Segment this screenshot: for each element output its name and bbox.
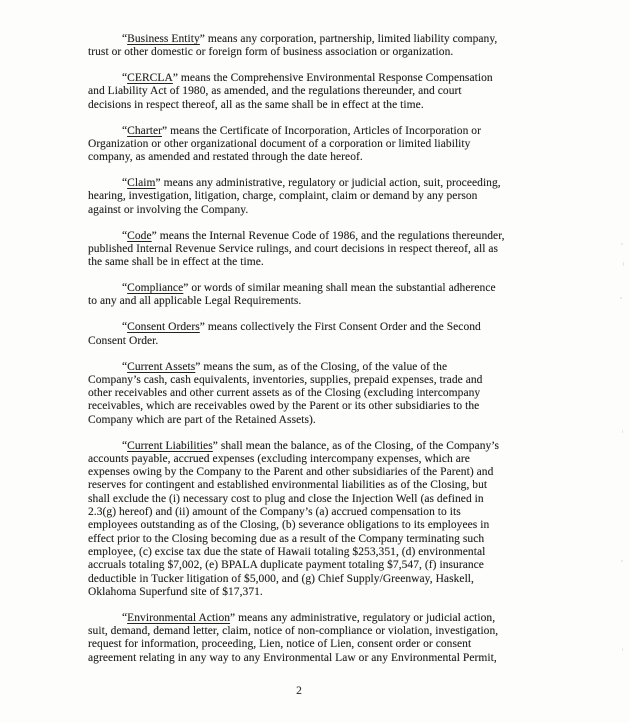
definition-first-line bbox=[88, 33, 550, 46]
definition-first-line bbox=[88, 72, 550, 85]
definition-line: accounts payable, accrued expenses (excluding intercompany expenses, which are bbox=[88, 452, 470, 465]
definition-line: the same shall be in effect at the time. bbox=[88, 256, 264, 269]
definition-first-line bbox=[88, 282, 550, 295]
open-quote-text: “ bbox=[122, 611, 128, 624]
definition-line: employee, (c) excise tax due the state of Hawaii totaling $253,351, (d) environmental bbox=[88, 545, 486, 558]
definition-text: ” shall mean the balance, as of the Closing, of the Company’s bbox=[212, 439, 500, 452]
definition-text: ” means the Certificate of Incorporation, Articles of Incorporation or bbox=[162, 124, 481, 137]
open-quote-text: “ bbox=[122, 177, 128, 190]
definition-first-line bbox=[88, 230, 550, 243]
definition-line: decisions in respect thereof, all as the same shall be in effect at the time. bbox=[88, 98, 424, 111]
open-quote-text: “ bbox=[122, 360, 128, 373]
defined-term: Charter bbox=[127, 124, 162, 137]
definition-first-line bbox=[88, 612, 550, 625]
definition-text: ” means any administrative, regulatory or judicial action, bbox=[230, 611, 496, 624]
scan-artifact bbox=[622, 648, 623, 651]
definition-paragraph bbox=[88, 33, 550, 60]
definition-text: ” means the Internal Revenue Code of 1986, and the regulations thereunder, bbox=[151, 229, 505, 242]
defined-term: Current Liabilities bbox=[127, 439, 213, 452]
definition-paragraph bbox=[88, 282, 550, 309]
open-quote-text: “ bbox=[122, 124, 128, 137]
definition-text: ” means the sum, as of the Closing, of the value of the bbox=[195, 360, 448, 373]
definition-paragraph bbox=[88, 361, 550, 427]
scan-artifact bbox=[621, 243, 623, 245]
defined-term: Current Assets bbox=[127, 360, 196, 373]
definition-first-line bbox=[88, 125, 550, 138]
definition-line: suit, demand, demand letter, claim, notice of non-compliance or violation, investigation, bbox=[88, 625, 499, 638]
open-quote-text: “ bbox=[122, 229, 128, 242]
definition-line: Oklahoma Superfund site of $17,371. bbox=[88, 585, 263, 598]
definition-line: receivables, which are receivables owed by the Parent or its other subsidiaries to the bbox=[88, 400, 480, 413]
definition-line: trust or other domestic or foreign form of business association or organization. bbox=[88, 46, 454, 59]
definition-paragraph bbox=[88, 440, 550, 600]
scan-artifact bbox=[620, 297, 622, 299]
defined-term: Compliance bbox=[127, 282, 184, 295]
scan-artifact bbox=[623, 262, 624, 266]
defined-term: CERCLA bbox=[127, 72, 173, 85]
definition-line: Company which are part of the Retained Assets). bbox=[88, 413, 316, 426]
definition-line: reserves for contingent and established environmental liabilities as of the Closing, but bbox=[88, 479, 488, 492]
open-quote-text: “ bbox=[122, 282, 128, 295]
definition-paragraph bbox=[88, 125, 550, 165]
definition-line: accruals totaling $7,002, (e) BPALA duplicate payment totaling $7,547, (f) insurance bbox=[88, 559, 484, 572]
definitions-list bbox=[88, 33, 550, 678]
open-quote-text: “ bbox=[122, 72, 128, 85]
definition-line: deductible in Tucker litigation of $5,000, and (g) Chief Supply/Greenway, Haskell, bbox=[88, 572, 474, 585]
definition-line: to any and all applicable Legal Requirements. bbox=[88, 295, 302, 308]
definition-line: employees outstanding as of the Closing, (b) severance obligations to its employees in bbox=[88, 519, 490, 532]
definition-text: ” means any administrative, regulatory or judicial action, suit, proceeding, bbox=[155, 177, 501, 190]
open-quote-text: “ bbox=[122, 439, 128, 452]
definition-line: other receivables and other current assets as of the Closing (excluding intercompany bbox=[88, 387, 481, 400]
definition-line: company, as amended and restated through the date hereof. bbox=[88, 151, 363, 164]
definition-line: Consent Order. bbox=[88, 334, 159, 347]
defined-term: Code bbox=[127, 229, 152, 242]
open-quote-text: “ bbox=[122, 321, 128, 334]
definition-paragraph bbox=[88, 72, 550, 112]
definition-line: against or involving the Company. bbox=[88, 203, 249, 216]
definition-line: effect prior to the Closing becoming due as a result of the Company terminating such bbox=[88, 532, 485, 545]
defined-term: Claim bbox=[127, 177, 156, 190]
definition-paragraph bbox=[88, 612, 550, 665]
definition-line: hearing, investigation, litigation, charge, complaint, claim or demand by any person bbox=[88, 190, 478, 203]
scan-artifact bbox=[622, 430, 623, 433]
definition-paragraph bbox=[88, 321, 550, 348]
open-quote-text: “ bbox=[122, 33, 128, 45]
definition-line: Organization or other organizational document of a corporation or limited liability bbox=[88, 137, 471, 150]
definition-line: expenses owing by the Company to the Parent and other subsidiaries of the Parent) and bbox=[88, 466, 494, 479]
definition-text: ” means collectively the First Consent Order and the Second bbox=[199, 321, 481, 334]
definition-line: Company’s cash, cash equivalents, inventories, supplies, prepaid expenses, trade and bbox=[88, 373, 483, 386]
definition-line: agreement relating in any way to any Environmental Law or any Environmental Permit, bbox=[88, 651, 497, 664]
definition-text: ” or words of similar meaning shall mean the substantial adherence bbox=[183, 282, 496, 295]
definition-line: and Liability Act of 1980, as amended, and the regulations thereunder, and court bbox=[88, 85, 462, 98]
definition-text: ” means the Comprehensive Environmental Response Compensation bbox=[172, 72, 493, 85]
definition-line: published Internal Revenue Service rulings, and court decisions in respect thereof, all as bbox=[88, 242, 499, 255]
definition-paragraph bbox=[88, 177, 550, 217]
definition-line: shall exclude the (i) necessary cost to plug and close the Injection Well (as defined in bbox=[88, 492, 484, 505]
definition-paragraph bbox=[88, 230, 550, 270]
definition-first-line bbox=[88, 321, 550, 334]
defined-term: Business Entity bbox=[127, 33, 200, 45]
definition-first-line bbox=[88, 177, 550, 190]
defined-term: Environmental Action bbox=[127, 611, 231, 624]
definition-first-line bbox=[88, 361, 550, 374]
scan-artifact bbox=[621, 560, 623, 562]
definition-text: ” means any corporation, partnership, limited liability company, bbox=[199, 33, 498, 45]
page-number: 2 bbox=[296, 685, 302, 697]
definition-line: request for information, proceeding, Lien, notice of Lien, consent order or consent bbox=[88, 638, 472, 651]
definition-line: 2.3(g) hereof) and (ii) amount of the Company’s (a) accrued compensation to its bbox=[88, 506, 461, 519]
defined-term: Consent Orders bbox=[127, 321, 200, 334]
definition-first-line bbox=[88, 440, 550, 453]
